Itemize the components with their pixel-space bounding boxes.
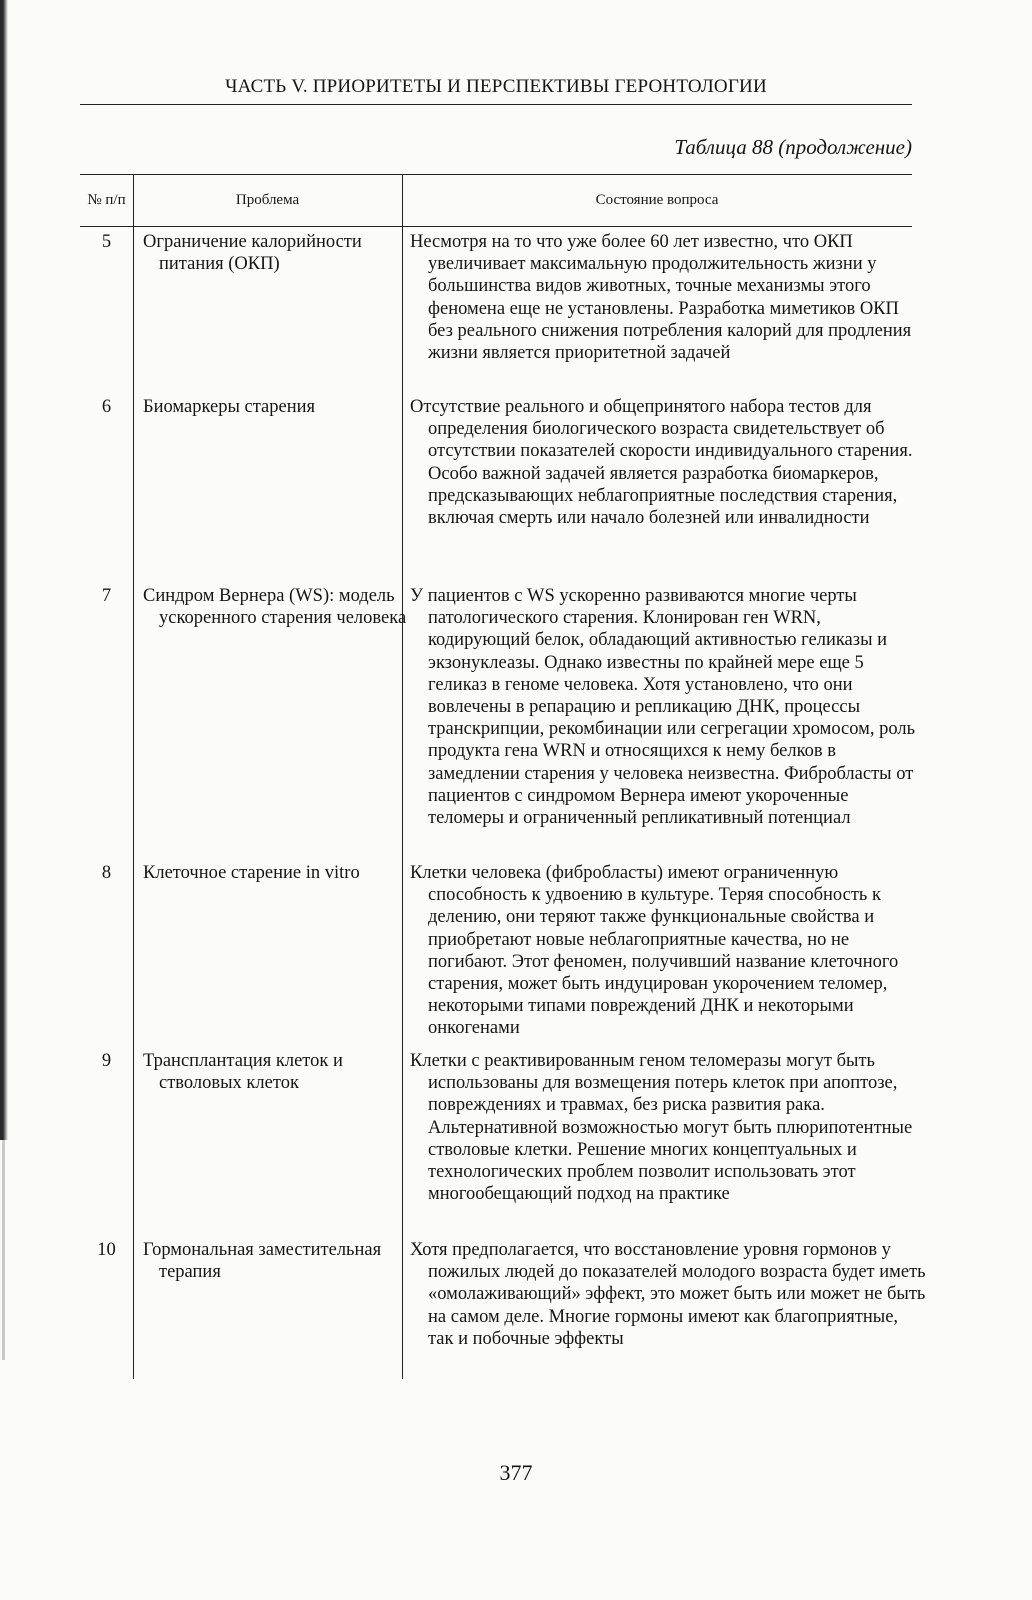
running-head: ЧАСТЬ V. ПРИОРИТЕТЫ И ПЕРСПЕКТИВЫ ГЕРОНТОЛОГИИ bbox=[225, 76, 767, 97]
column-divider-1 bbox=[133, 174, 134, 1379]
header-rule bbox=[80, 104, 912, 105]
row-state: Клетки с реактивированным геном теломеразы могут быть использованы для возмещения потерь клеток при апоптозе, повреждениях и травмах, без риска развития рака. Альтернативной возможностью могут быть плюрипотентные стволовые клетки. Решение многих концептуальных и технологических проблем позволит использовать этот многообещающий подход на практике bbox=[410, 1051, 913, 1205]
row-state: Отсутствие реального и общепринятого набора тестов для определения биологического возраста свидетельствует об отсутствии показателей скорости индивидуального старения. Особо важной задачей является разработка биомаркеров, предсказывающих неблагоприятные последствия старения, включая смерть или начало болезней или инвалидности bbox=[410, 397, 913, 529]
page-number: 377 bbox=[499, 1460, 533, 1485]
row-state: Хотя предполагается, что восстановление уровня гормонов у пожилых людей до показателей молодого возраста будет иметь «омолаживающий» эффект, это может быть или может не быть на самом деле. Многие гормоны имеют как благоприятные, так и побочные эффекты bbox=[410, 1240, 926, 1349]
row-number: 5 bbox=[101, 232, 112, 252]
column-header-state: Состояние вопроса bbox=[595, 191, 719, 208]
table-header-rule bbox=[80, 226, 912, 227]
row-number: 7 bbox=[101, 586, 112, 606]
row-problem: Клеточное старение in vitro bbox=[143, 863, 360, 883]
column-header-num: № п/п bbox=[87, 191, 126, 208]
table-caption: Таблица 88 (продолжение) bbox=[674, 135, 912, 159]
row-problem: Синдром Вернера (WS): модель ускоренного старения человека bbox=[143, 586, 407, 629]
row-state: У пациентов с WS ускоренно развиваются многие черты патологического старения. Клонирован ген WRN, кодирующий белок, обладающий активностью геликазы и экзонуклеазы. Однако известны по крайней мере еще 5 геликаз в геноме человека. Хотя установлено, что они вовлечены в репарацию и репликацию ДНК, процессы транскрипции, рекомбинации или сегрегации хромосом, роль продукта гена WRN и относящихся к нему белков в замедлении старения у человека неизвестна. Фибробласты от пациентов с синдромом Вернера имеют укороченные теломеры и ограниченный репликативный потенциал bbox=[410, 586, 916, 829]
row-problem: Гормональная заместительная терапия bbox=[143, 1240, 382, 1283]
row-problem: Ограничение калорийности питания (ОКП) bbox=[143, 232, 362, 275]
scan-edge-shadow-lower bbox=[2, 1140, 5, 1360]
column-divider-2 bbox=[402, 174, 403, 1379]
row-problem: Биомаркеры старения bbox=[143, 397, 316, 417]
data-table bbox=[80, 174, 926, 1379]
column-header-problem: Проблема bbox=[235, 191, 300, 208]
scan-edge-shadow bbox=[0, 0, 10, 1140]
row-number: 6 bbox=[101, 397, 112, 417]
row-problem: Трансплантация клеток и стволовых клеток bbox=[143, 1051, 343, 1094]
row-state: Несмотря на то что уже более 60 лет известно, что ОКП увеличивает максимальную продолжительность жизни у большинства видов животных, точные механизмы этого феномена еще не установлены. Разработка миметиков ОКП без реального снижения потребления калорий для продления жизни является приоритетной задачей bbox=[410, 232, 912, 364]
row-number: 10 bbox=[97, 1240, 116, 1260]
row-number: 9 bbox=[101, 1051, 112, 1071]
row-state: Клетки человека (фибробласты) имеют ограниченную способность к удвоению в культуре. Теряя способность к делению, они теряют также функциональные свойства и приобретают новые неблагоприятные качества, но не погибают. Этот феномен, получивший название клеточного старения, может быть индуцирован укорочением теломер, некоторыми типами повреждений ДНК и некоторыми онкогенами bbox=[410, 863, 899, 1039]
row-number: 8 bbox=[101, 863, 112, 883]
